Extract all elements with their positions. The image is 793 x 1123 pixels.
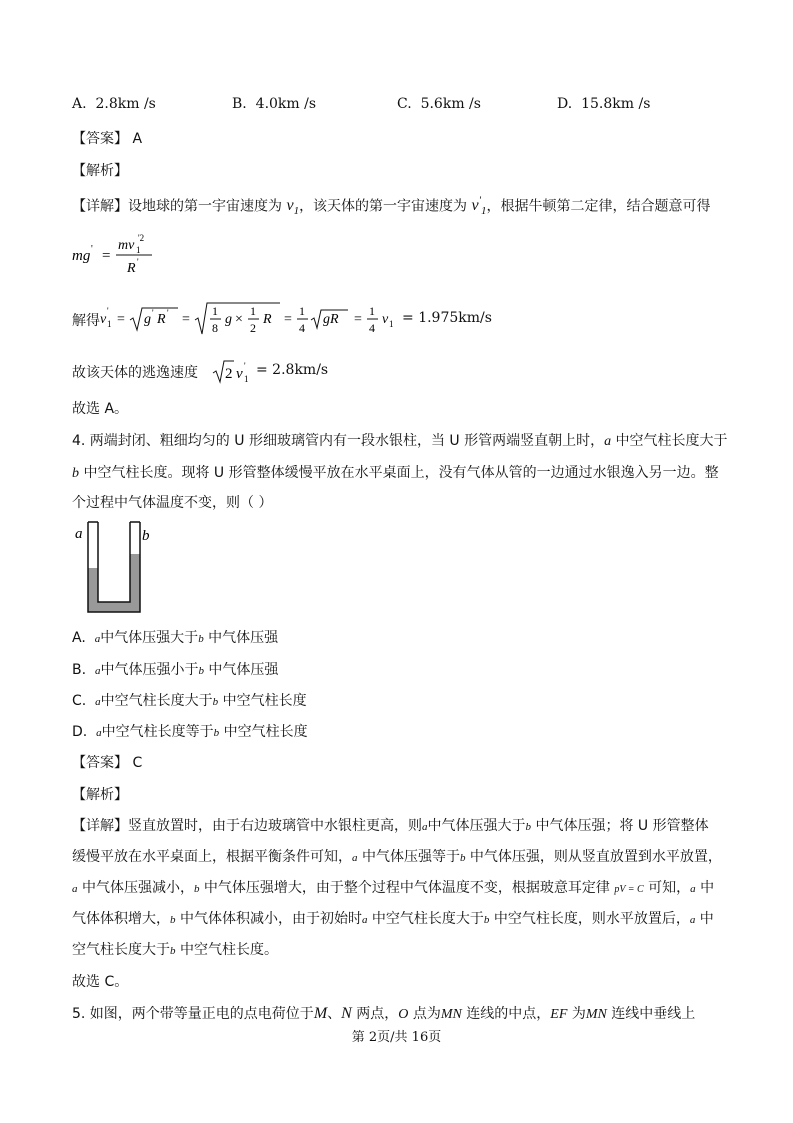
svg-text:': ' [91, 244, 93, 255]
q3-option-b: B. 4.0km /s [232, 96, 317, 112]
svg-text:1: 1 [212, 304, 218, 318]
q4-detail-line3: a 中气体压强减小，b 中气体压强增大，由于整个过程中气体温度不变，根据玻意耳定律 pV = C 可知，a 中 [72, 880, 715, 896]
svg-text:1: 1 [244, 374, 249, 384]
q4-stem-line3: 个过程中气体温度不变，则（ ） [72, 495, 273, 511]
svg-text:R: R [263, 312, 272, 327]
q4-option-c: C. a中空气柱长度大于b 中空气柱长度 [72, 693, 307, 709]
formula-newton-svg [72, 232, 162, 278]
svg-text:R: R [157, 312, 166, 327]
svg-text:v: v [100, 312, 107, 327]
q3-option-d: D. 15.8km /s [557, 96, 651, 112]
q3-answer: 【答案】 A [72, 131, 143, 147]
svg-text:v: v [236, 366, 243, 382]
svg-text:1: 1 [299, 304, 305, 318]
svg-text:': ' [107, 306, 109, 316]
q4-detail-line5: 空气柱长度大于b 中空气柱长度。 [72, 942, 278, 958]
svg-text:×: × [235, 312, 243, 327]
q4-option-b: B. a中气体压强小于b 中气体压强 [72, 662, 279, 678]
q5-stem-line1: 5. 如图，两个带等量正电的点电荷位于M、N 两点，O 点为MN 连线的中点，EF 为MN 连线中垂线上 [72, 1005, 696, 1022]
svg-text:4: 4 [299, 321, 305, 335]
q4-detail-line2: 缓慢平放在水平桌面上，根据平衡条件可知，a 中气体压强等于b 中气体压强，则从竖直放置到水平放置， [72, 849, 722, 865]
svg-text:': ' [244, 361, 246, 371]
q3-option-a: A. 2.8km /s [72, 96, 156, 112]
q4-conclusion: 故选 C。 [72, 974, 129, 990]
svg-text:g: g [144, 312, 151, 327]
svg-text:1: 1 [369, 304, 375, 318]
svg-text:1: 1 [250, 304, 256, 318]
svg-text:': ' [167, 308, 169, 318]
q3-detail-line: 【详解】设地球的第一宇宙速度为 $v_1$，该天体的第一宇宙速度为 $v'_1$，根据牛顿第二定律，结合题意可得 [72, 195, 711, 218]
svg-text:g: g [225, 312, 232, 327]
q4-stem-line2: b 中空气柱长度。现将 U 形管整体缓慢平放在水平桌面上，没有气体从管的一边通过水银逸入另一边。整 [72, 465, 719, 481]
svg-text:mv: mv [118, 238, 135, 253]
svg-text:=: = [117, 312, 125, 327]
formula-solve-svg [100, 300, 400, 338]
q3-option-c: C. 5.6km /s [397, 96, 481, 112]
svg-text:': ' [137, 257, 139, 267]
u-tube-figure [72, 518, 162, 622]
q4-option-a: A. a中气体压强大于b 中气体压强 [72, 630, 279, 646]
svg-text:'2: '2 [138, 233, 145, 243]
formula-escape-svg [212, 358, 254, 386]
q4-detail-line4: 气体体积增大，b 中气体体积减小，由于初始时a 中空气柱长度大于b 中空气柱长度，则水平放置后，a 中 [72, 911, 714, 927]
q3-analysis-tag: 【解析】 [72, 163, 128, 179]
svg-text:=: = [102, 248, 111, 264]
svg-text:1: 1 [136, 245, 141, 255]
svg-text:=: = [182, 312, 190, 327]
page-footer: 第 2页/共 16页 [351, 1030, 442, 1045]
svg-text:8: 8 [212, 321, 218, 335]
svg-text:mg: mg [72, 248, 91, 264]
svg-text:v: v [382, 312, 389, 327]
q4-answer: 【答案】 C [72, 755, 143, 771]
svg-text:=: = [284, 312, 292, 327]
q3-conclusion: 故选 A。 [72, 401, 129, 417]
q4-analysis-tag: 【解析】 [72, 787, 128, 803]
svg-text:4: 4 [369, 321, 375, 335]
svg-text:2: 2 [225, 366, 233, 382]
q3-formula-newton [72, 232, 162, 282]
svg-text:': ' [152, 308, 154, 318]
figure-label-b: b [142, 528, 150, 544]
mercury-column [88, 554, 140, 612]
svg-text:1: 1 [389, 319, 394, 329]
q4-detail-line1: 【详解】竖直放置时，由于右边玻璃管中水银柱更高，则a中气体压强大于b 中气体压强；将 U 形管整体 [72, 818, 709, 834]
svg-text:=: = [354, 312, 362, 327]
svg-text:R: R [127, 261, 136, 276]
figure-label-a: a [75, 526, 83, 542]
q4-option-d: D. a中空气柱长度等于b 中空气柱长度 [72, 724, 308, 740]
q4-stem-line1: 4. 两端封闭、粗细均匀的 U 形细玻璃管内有一段水银柱，当 U 形管两端竖直朝上时，a 中空气柱长度大于 [72, 433, 728, 449]
svg-text:gR: gR [323, 312, 339, 327]
svg-text:2: 2 [250, 321, 256, 335]
u-tube-svg [72, 518, 162, 618]
svg-text:1: 1 [107, 319, 112, 329]
